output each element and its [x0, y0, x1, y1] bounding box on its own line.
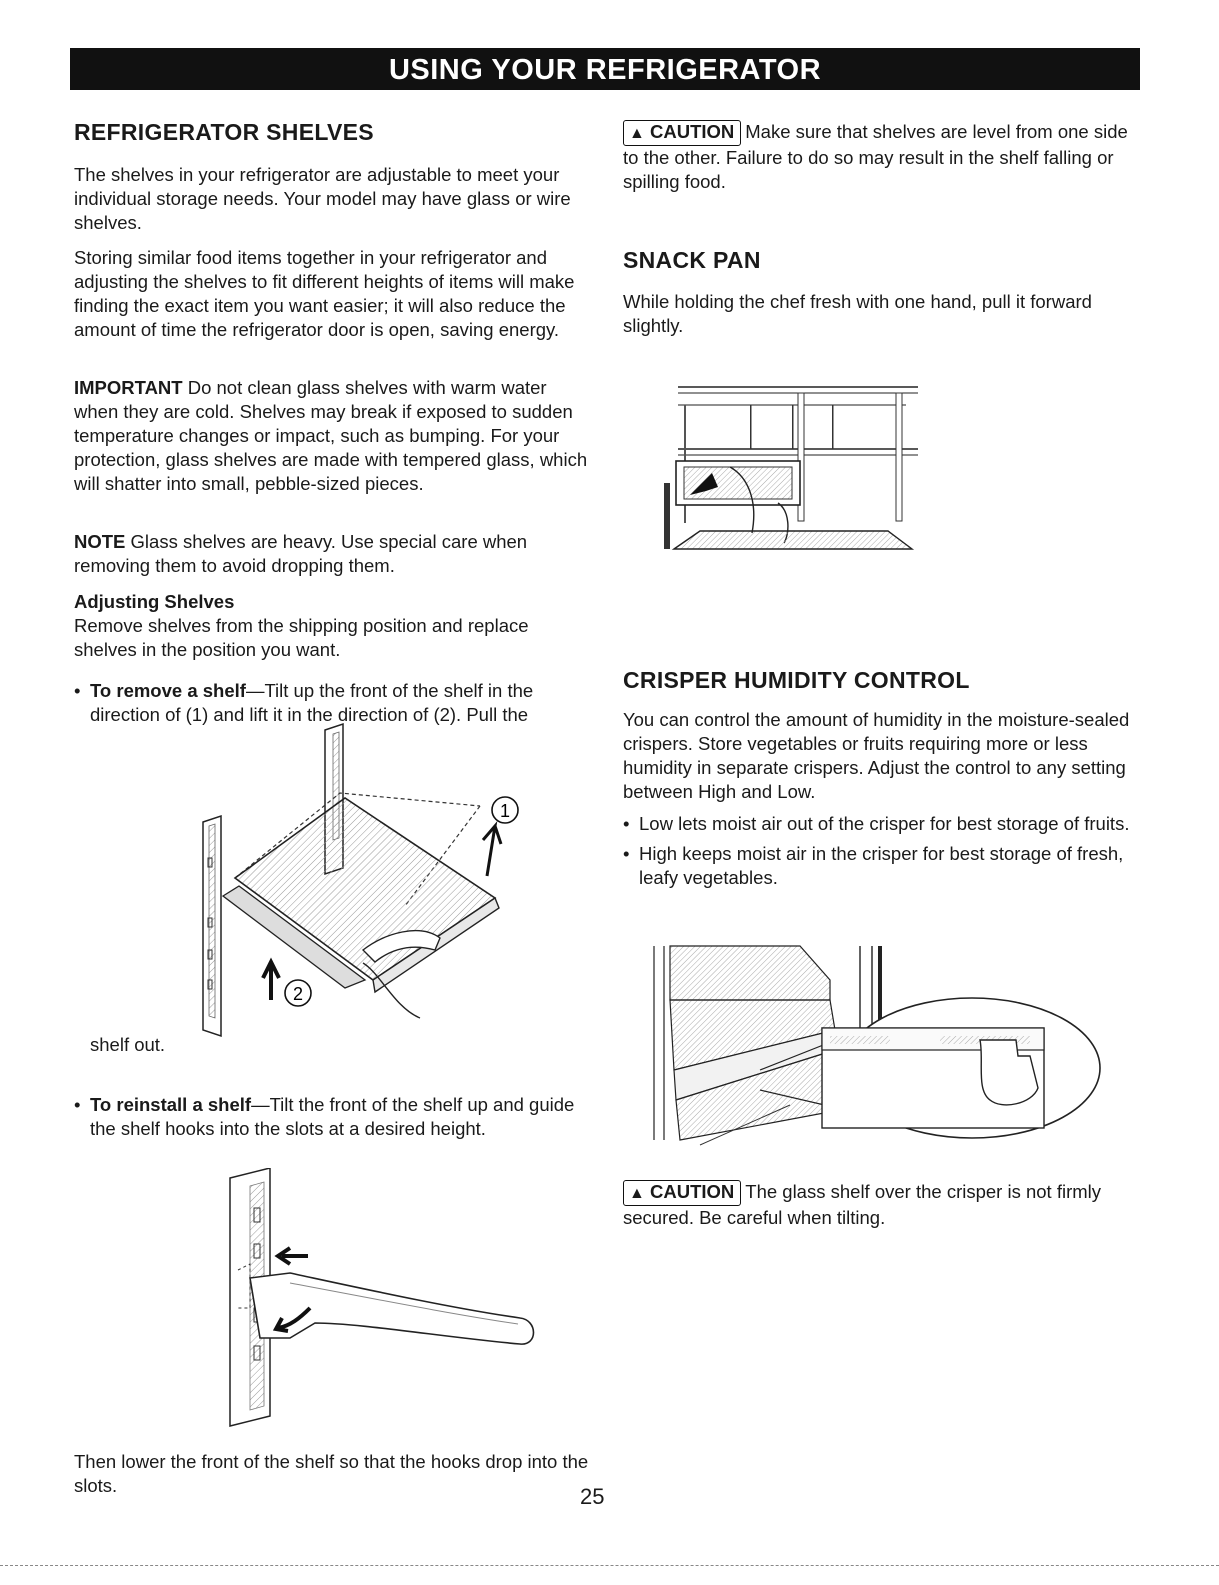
footer-divider — [0, 1565, 1219, 1566]
bullet-low: • Low lets moist air out of the crisper for best storage of fruits. — [623, 812, 1143, 836]
paragraph-caution-crisper — [623, 1180, 1143, 1230]
page-number: 25 — [580, 1484, 605, 1509]
crisper-control-illustration — [650, 940, 1105, 1160]
caution-block-1 — [623, 120, 1143, 194]
caution-label-1: CAUTION — [649, 121, 735, 142]
paragraph-caution-level — [623, 120, 1143, 194]
reinstall-text: —Tilt the front of the shelf up and guide the shelf hooks into the slots at a desired height. — [90, 1094, 575, 1139]
paragraph-crisper: You can control the amount of humidity in the moisture-sealed crispers. Store vegetables or fruits requiring more or less humidity in separate crispers. Adjust the control to any setting between High and Low. — [623, 709, 1130, 802]
remove-text: —Tilt up the front of the shelf in the direction of (1) and lift it in the direction of (2). Pull the — [90, 680, 534, 725]
section-heading-shelves: REFRIGERATOR SHELVES — [74, 119, 374, 145]
caution-badge-1 — [623, 120, 741, 146]
note-label: NOTE — [74, 531, 126, 552]
fig1-label-2: 2 — [292, 984, 304, 1004]
paragraph-snack-pan: While holding the chef fresh with one hand, pull it forward slightly. — [623, 291, 1092, 336]
note-block — [74, 530, 594, 578]
important-block — [74, 376, 594, 496]
shelves-heading-block — [74, 118, 594, 146]
snack-pan-illustration — [660, 383, 925, 553]
caution-text-1: Make sure that shelves are level from one side to the other. Failure to do so may result in the shelf falling or spilling food. — [623, 121, 1128, 192]
shelves-intro — [74, 163, 594, 235]
paragraph-storing: Storing similar food items together in your refrigerator and adjusting the shelves to fit different heights of items will make finding the exact item you want easier; it will also reduce the amount of time the refrigerator door is open, saving energy. — [74, 247, 575, 340]
bullet-high: • High keeps moist air in the crisper for best storage of fresh, leafy vegetables. — [623, 842, 1143, 890]
warning-triangle-icon: ▲ — [629, 1185, 645, 1202]
subheading-adjusting: Adjusting Shelves — [74, 591, 235, 612]
fig1-label-1: 1 — [499, 801, 511, 821]
section-heading-crisper: CRISPER HUMIDITY CONTROL — [623, 667, 970, 693]
note-text: Glass shelves are heavy. Use special care when removing them to avoid dropping them. — [74, 531, 528, 576]
paragraph-important — [74, 376, 594, 496]
paragraph-adjustable: The shelves in your refrigerator are adjustable to meet your individual storage needs. Your model may have glass or wire shelves. — [74, 164, 571, 233]
shelf-out-block — [74, 1033, 594, 1057]
section-heading-snack-pan: SNACK PAN — [623, 247, 761, 273]
caution-label-2: CAUTION — [649, 1181, 735, 1202]
page-banner: USING YOUR REFRIGERATOR — [70, 48, 1140, 90]
adjusting-block — [74, 590, 594, 662]
bullet-reinstall-shelf — [74, 1093, 594, 1141]
warning-triangle-icon: ▲ — [629, 125, 645, 142]
paragraph-lower-front: Then lower the front of the shelf so that the hooks drop into the slots. — [74, 1451, 589, 1496]
reinstall-bullet-block — [74, 1093, 594, 1141]
crisper-block — [623, 666, 1143, 890]
text-shelf-out: shelf out. — [90, 1034, 166, 1055]
caution-badge-2 — [623, 1180, 741, 1206]
caution-block-2 — [623, 1180, 1143, 1230]
paragraph-note — [74, 530, 594, 578]
reinstall-shelf-illustration — [220, 1168, 550, 1430]
remove-label: To remove a shelf — [90, 680, 246, 701]
remove-shelf-illustration — [195, 718, 545, 1048]
snack-pan-block — [623, 246, 1143, 338]
important-text: Do not clean glass shelves with warm water when they are cold. Shelves may break if exposed to sudden temperature changes or impact, such as bumping. For your protection, glass shelves are made with tempered glass, which will shatter into small, pebble-sized pieces. — [74, 377, 588, 494]
lower-front-block — [74, 1450, 594, 1498]
reinstall-label: To reinstall a shelf — [90, 1094, 252, 1115]
caution-text-2: The glass shelf over the crisper is not firmly secured. Be careful when tilting. — [623, 1181, 1102, 1228]
paragraph-remove-shipping: Remove shelves from the shipping position and replace shelves in the position you want. — [74, 615, 529, 660]
important-label: IMPORTANT — [74, 377, 183, 398]
shelves-storing — [74, 246, 594, 342]
